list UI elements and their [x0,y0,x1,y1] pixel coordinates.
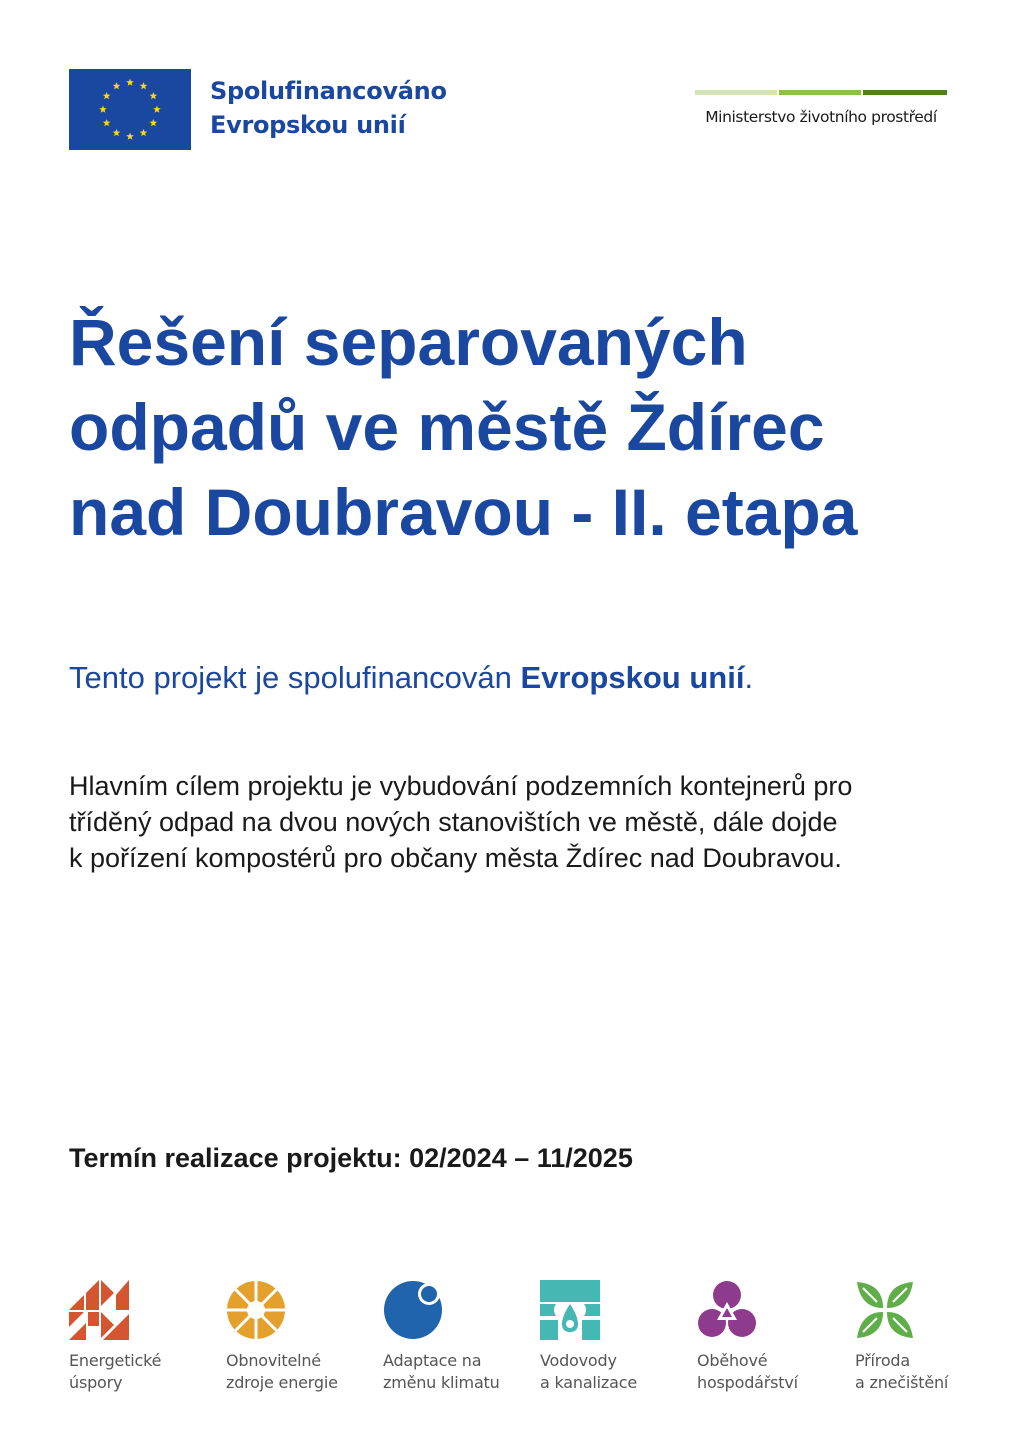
eu-cofinancing-label [210,74,447,142]
cofinancing-prefix: Tento projekt je spolufinancován [69,660,521,695]
description-line2: tříděný odpad na dvou nových stanovištích ve městě, dále dojde [69,807,838,837]
category-label-6a: Příroda [855,1351,910,1370]
category-energy-savings [69,1280,229,1394]
description-line3: k pořízení kompostérů pro občany města Ždírec nad Doubravou. [69,843,842,873]
ministry-bar-light [695,90,777,95]
category-label-3a: Adaptace na [383,1351,482,1370]
nature-pollution-icon [855,1280,915,1340]
climate-adaptation-icon [383,1280,443,1340]
renewable-energy-icon [226,1280,286,1340]
category-label-4b: a kanalizace [540,1373,637,1392]
category-nature-pollution [855,1280,1015,1394]
project-description [69,768,969,876]
category-label-5b: hospodářství [697,1373,798,1392]
description-line1: Hlavním cílem projektu je vybudování podzemních kontejnerů pro [69,771,853,801]
category-label-1a: Energetické [69,1351,162,1370]
energy-savings-icon [69,1280,129,1340]
title-line3: nad Doubravou - II. etapa [69,475,858,549]
cofinancing-bold: Evropskou unií [520,660,745,695]
category-label-5a: Oběhové [697,1351,768,1370]
ministry-logo [695,90,947,126]
page-title [69,300,969,555]
category-label-1b: úspory [69,1373,123,1392]
circular-economy-icon [697,1280,757,1340]
cofinancing-statement [69,660,753,696]
ministry-color-bars [695,90,947,95]
title-line2: odpadů ve městě Ždírec [69,390,825,464]
category-renewable-energy [226,1280,386,1394]
category-label-4a: Vodovody [540,1351,617,1370]
category-label-6b: a znečištění [855,1373,949,1392]
category-label-2a: Obnovitelné [226,1351,321,1370]
eu-text-line2: Evropskou unií [210,111,406,139]
category-climate-adaptation [383,1280,543,1394]
ministry-name: Ministerstvo životního prostředí [705,108,937,126]
project-term: Termín realizace projektu: 02/2024 – 11/2025 [69,1143,633,1173]
eu-text-line1: Spolufinancováno [210,77,447,105]
ministry-bar-mid [779,90,861,95]
cofinancing-suffix: . [744,660,754,695]
category-label-3b: změnu klimatu [383,1373,500,1392]
ministry-bar-dark [863,90,947,95]
eu-flag-icon [69,69,191,150]
category-icons [0,1280,1017,1400]
water-sewage-icon [540,1280,600,1340]
title-line1: Řešení separovaných [69,305,748,379]
category-circular-economy [697,1280,857,1394]
category-label-2b: zdroje energie [226,1373,338,1392]
category-water-sewage [540,1280,700,1394]
